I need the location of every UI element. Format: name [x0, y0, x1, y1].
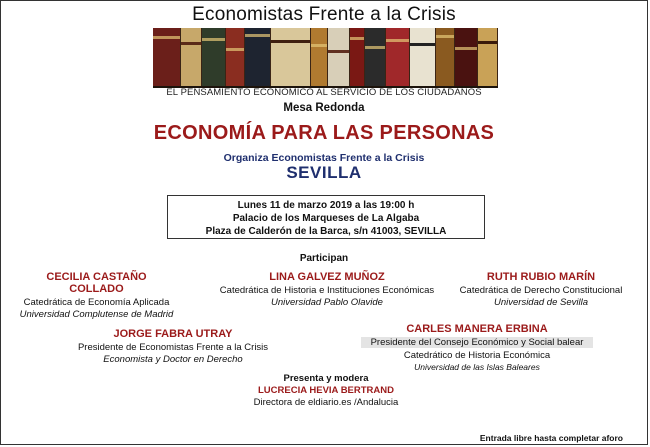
speaker-role: Presidente del Consejo Económico y Social balear: [361, 337, 593, 348]
speaker-card: [19, 271, 174, 320]
organizer-line: Organiza Economistas Frente a la Crisis: [223, 152, 425, 164]
event-details-box: [167, 195, 485, 239]
books-banner-image: [153, 28, 498, 88]
free-entry-note: Entrada libre hasta completar aforo: [479, 433, 623, 443]
slogan: EL PENSAMIENTO ECONÓMICO AL SERVICIO DE LOS CIUDADANOS: [166, 87, 482, 98]
participants-heading: Participan: [299, 253, 349, 264]
moderator-name: LUCRECIA HEVIA BERTRAND: [258, 385, 394, 396]
speaker-institution: Universidad de las Islas Baleares: [414, 362, 540, 372]
speaker-role: Catedrática de Historia e Instituciones Económicas: [219, 285, 435, 296]
speaker-card: [63, 328, 283, 365]
event-type: Mesa Redonda: [283, 102, 365, 114]
event-date: Lunes 11 de marzo 2019 a las 19:00 h: [237, 200, 415, 211]
city-name: SEVILLA: [286, 163, 362, 182]
speaker-name: CECILIA CASTAÑO COLLADO: [46, 271, 147, 295]
event-title: ECONOMÍA PARA LAS PERSONAS: [153, 122, 495, 144]
speaker-name: JORGE FABRA UTRAY: [113, 328, 233, 340]
speaker-name: RUTH RUBIO MARÍN: [486, 271, 596, 283]
speaker-card: [361, 323, 593, 372]
event-address: Plaza de Calderón de la Barca, s/n 41003, SEVILLA: [205, 226, 447, 237]
speaker-institution: Universidad Complutense de Madrid: [19, 309, 174, 320]
speaker-institution: Economista y Doctor en Derecho: [103, 354, 243, 365]
speaker-institution: Universidad Pablo Olavide: [271, 297, 383, 308]
moderator-role: Directora de eldiario.es /Andalucia: [253, 397, 399, 408]
speaker-role-secondary: Catedrático de Historia Económica: [403, 350, 551, 361]
speaker-institution: Universidad de Sevilla: [494, 297, 588, 308]
speaker-card: [456, 271, 626, 308]
speaker-name: LINA GALVEZ MUÑOZ: [269, 271, 385, 283]
moderator-label: Presenta y modera: [283, 373, 369, 384]
event-venue: Palacio de los Marqueses de La Algaba: [232, 213, 420, 224]
speaker-role: Catedrática de Derecho Constitucional: [459, 285, 623, 296]
brand-title: Economistas Frente a la Crisis: [192, 4, 456, 25]
speaker-card: [197, 271, 457, 308]
speaker-name: CARLES MANERA ERBINA: [406, 323, 548, 335]
speaker-role: Presidente de Economistas Frente a la Crisis: [77, 342, 269, 353]
moderator-block: [201, 373, 451, 408]
speaker-role: Catedrática de Economía Aplicada: [23, 297, 170, 308]
